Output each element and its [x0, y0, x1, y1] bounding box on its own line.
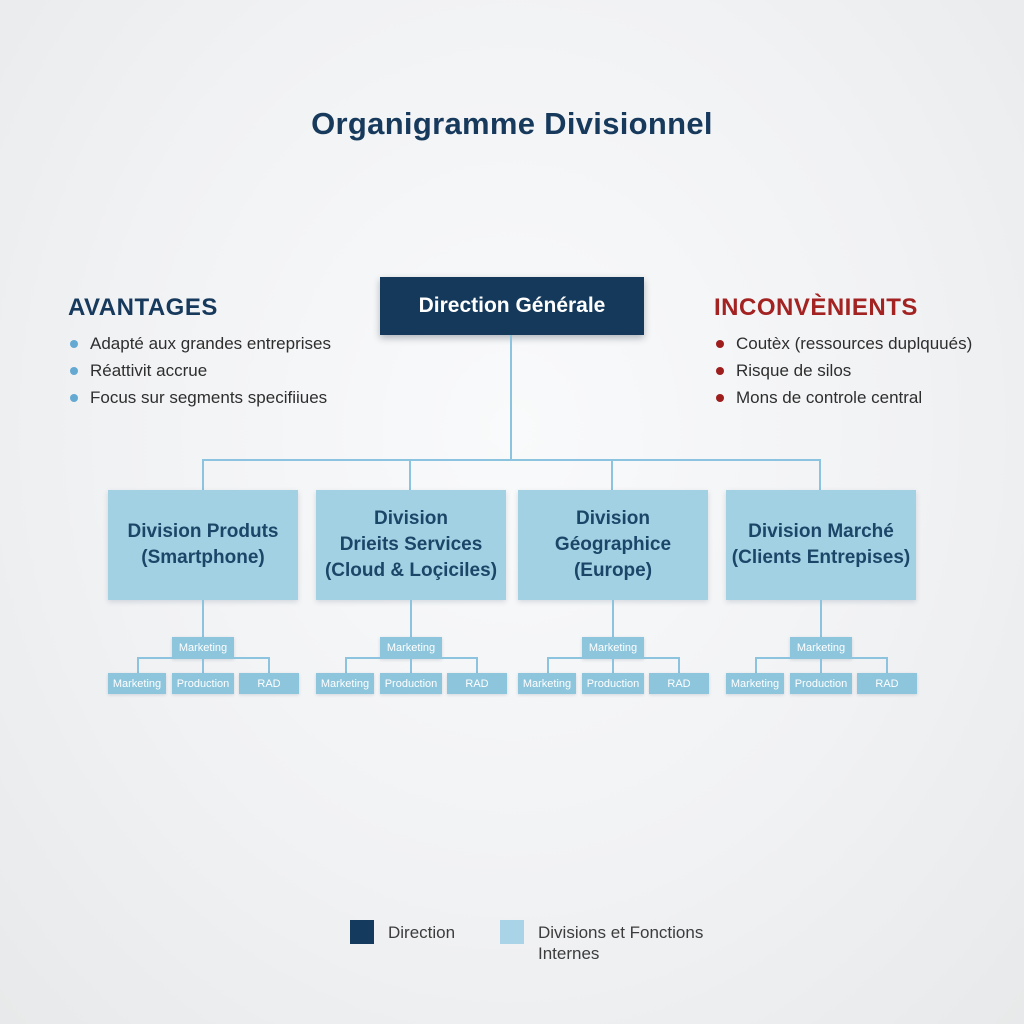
connector-left-elbow — [755, 657, 792, 659]
function-node-lead: Marketing — [172, 637, 234, 659]
connector-right-elbow — [234, 657, 270, 659]
list-item — [68, 361, 378, 381]
connector-drop-2 — [409, 459, 411, 490]
connector-left-drop — [345, 657, 347, 673]
connector-left-elbow — [345, 657, 382, 659]
function-node-marketing: Marketing — [316, 673, 374, 694]
bullet-icon — [716, 340, 724, 348]
division-line: Division Marché — [748, 521, 894, 542]
connector-drop-1 — [202, 459, 204, 490]
function-node-rad: RAD — [857, 673, 917, 694]
page-title: Organigramme Divisionnel — [311, 106, 713, 141]
division-line: Géographice — [554, 534, 672, 555]
connector-left-elbow — [547, 657, 584, 659]
list-item — [68, 334, 378, 354]
connector-drop-4 — [819, 459, 821, 490]
inconvenient-text: Risque de silos — [736, 361, 852, 380]
connector-root-stem — [510, 335, 512, 459]
legend-swatch-divisions — [500, 920, 524, 944]
connector-right-elbow — [442, 657, 478, 659]
division-node-geographique — [518, 490, 708, 600]
advantage-text: Réattivit accrue — [90, 361, 208, 380]
connector-left-drop — [137, 657, 139, 673]
connector-left-drop — [755, 657, 757, 673]
division-line: (Cloud & Loçiciles) — [324, 560, 498, 581]
connector-mid-stem — [612, 659, 614, 673]
root-node-direction-generale: Direction Générale — [380, 277, 644, 335]
function-node-marketing: Marketing — [108, 673, 166, 694]
function-group-1 — [108, 600, 300, 695]
advantages-list — [68, 334, 378, 408]
legend-label: Divisions et Fonctions Internes — [538, 923, 704, 963]
function-group-2 — [316, 600, 508, 695]
inconvenients-list — [714, 334, 1024, 408]
advantages-heading: AVANTAGES — [68, 294, 218, 321]
function-node-production: Production — [172, 673, 234, 694]
function-group-4 — [726, 600, 918, 695]
connector-right-drop — [678, 657, 680, 673]
function-node-marketing: Marketing — [518, 673, 576, 694]
function-node-lead: Marketing — [380, 637, 442, 659]
list-item — [714, 361, 1024, 381]
division-line: Division — [374, 508, 448, 529]
connector-mid-stem — [410, 659, 412, 673]
list-item — [68, 388, 378, 408]
legend-swatch-direction — [350, 920, 374, 944]
advantages-panel — [68, 294, 378, 415]
function-node-lead: Marketing — [790, 637, 852, 659]
connector-left-drop — [547, 657, 549, 673]
inconvenients-panel — [714, 294, 1024, 415]
bullet-icon — [716, 394, 724, 402]
function-node-production: Production — [790, 673, 852, 694]
function-node-lead: Marketing — [582, 637, 644, 659]
legend-item-direction — [350, 920, 455, 944]
division-line: Division Produts — [127, 521, 279, 542]
connector-right-elbow — [852, 657, 888, 659]
list-item — [714, 334, 1024, 354]
connector-division-stem — [202, 600, 204, 637]
function-node-production: Production — [582, 673, 644, 694]
connector-left-elbow — [137, 657, 174, 659]
inconvenient-text: Coutèx (ressources duplquués) — [736, 334, 973, 353]
connector-right-drop — [886, 657, 888, 673]
function-node-rad: RAD — [239, 673, 299, 694]
connector-division-stem — [820, 600, 822, 637]
connector-right-drop — [476, 657, 478, 673]
legend-item-divisions — [500, 920, 710, 964]
advantage-text: Focus sur segments specifiiues — [90, 388, 328, 407]
bullet-icon — [70, 394, 78, 402]
legend-label: Direction — [388, 923, 456, 942]
connector-right-elbow — [644, 657, 680, 659]
bullet-icon — [70, 367, 78, 375]
function-node-production: Production — [380, 673, 442, 694]
connector-division-stem — [612, 600, 614, 637]
function-node-rad: RAD — [447, 673, 507, 694]
list-item — [714, 388, 1024, 408]
division-line: (Smartphone) — [141, 547, 265, 568]
advantage-text: Adapté aux grandes entreprises — [90, 334, 331, 353]
connector-right-drop — [268, 657, 270, 673]
connector-mid-stem — [820, 659, 822, 673]
connector-division-stem — [410, 600, 412, 637]
division-node-marche — [726, 490, 916, 600]
connector-bus — [203, 459, 821, 461]
function-node-rad: RAD — [649, 673, 709, 694]
connector-drop-3 — [611, 459, 613, 490]
division-node-produts — [108, 490, 298, 600]
function-group-3 — [518, 600, 710, 695]
division-line: (Europe) — [573, 560, 653, 581]
connector-mid-stem — [202, 659, 204, 673]
bullet-icon — [70, 340, 78, 348]
function-node-marketing: Marketing — [726, 673, 784, 694]
division-line: (Clients Entrepises) — [731, 547, 911, 568]
inconvenient-text: Mons de controle central — [736, 388, 923, 407]
inconvenients-heading: INCONVÈNIENTS — [714, 294, 918, 321]
division-node-services — [316, 490, 506, 600]
division-line: Drieits Services — [339, 534, 483, 555]
division-line: Division — [576, 508, 650, 529]
bullet-icon — [716, 367, 724, 375]
